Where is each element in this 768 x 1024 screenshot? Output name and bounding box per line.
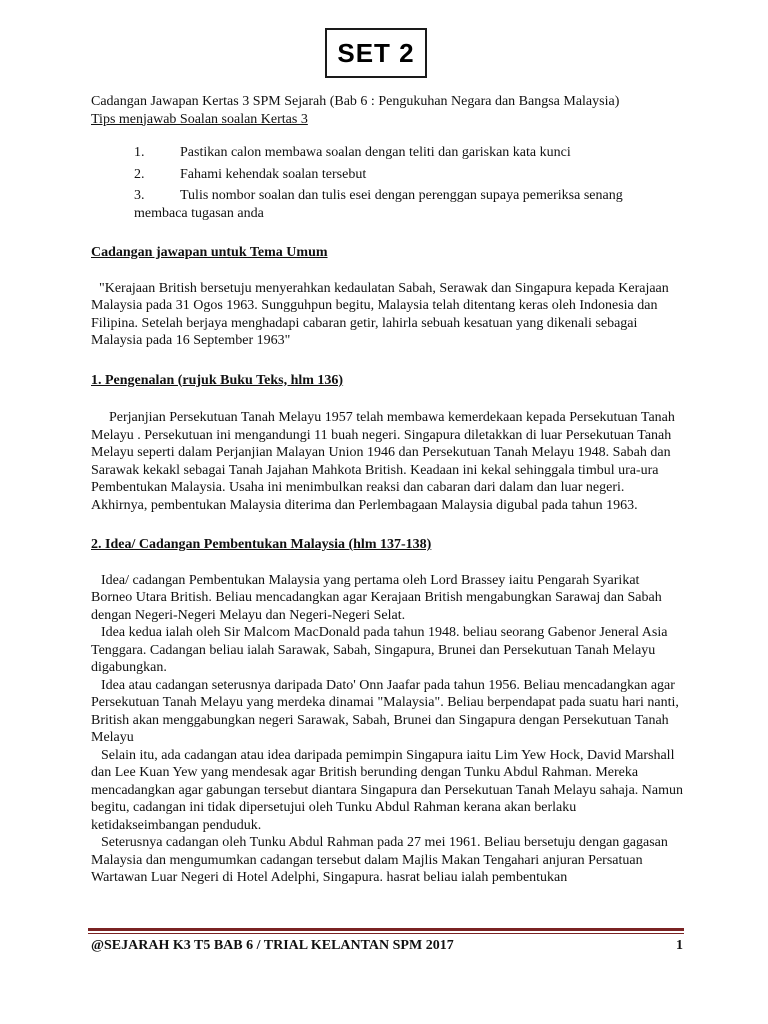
section2-paragraph: Selain itu, ada cadangan atau idea daripada pemimpin Singapura iaitu Lim Yew Hock, David Marshall dan Lee Kuan Yew yang mendesak agar British berunding dengan Tunku Abdul Rahman. Mereka mencadangkan agar gabungan tersebut diantara Singapura dan Persekutuan Tanah Melayu sahaja. Namun begitu, cadangan ini tidak dipersetujui oleh Tunku Abdul Rahman kerana akan berlaku ketidakseimbangan penduduk. [91, 747, 683, 833]
footer-divider [88, 928, 684, 931]
document-title: Cadangan Jawapan Kertas 3 SPM Sejarah (Bab 6 : Pengukuhan Negara dan Bangsa Malaysia) [91, 94, 620, 109]
list-item [91, 166, 683, 184]
set-label: SET 2 [337, 37, 415, 68]
page-number: 1 [676, 938, 683, 953]
theme-quote: "Kerajaan British bersetuju menyerahkan kedaulatan Sabah, Serawak dan Singapura kepada Kerajaan Malaysia pada 31 Ogos 1963. Sungguhpun begitu, Malaysia telah ditentang keras oleh Indonesia dan Filipina. Setelah berjaya menghadapi cabaran getir, lahirla sebuah kesatuan yang dikenali sebagai Malaysia pada 16 September 1963" [91, 280, 669, 348]
set-label-box [325, 28, 427, 78]
tip-number: 3. [134, 188, 145, 203]
section1-heading: 1. Pengenalan (rujuk Buku Teks, hlm 136) [91, 372, 344, 388]
footer-text: @SEJARAH K3 T5 BAB 6 / TRIAL KELANTAN SPM 2017 [91, 938, 454, 953]
section1-body: Perjanjian Persekutuan Tanah Melayu 1957 telah membawa kemerdekaan kepada Persekutuan Tanah Melayu . Persekutuan ini mengandungi 11 buah negeri. Singapura diletakkan di luar Persekutuan Tanah Melayu seperti dalam Perjanjian Malayan Union 1946 dan Persekutuan Tanah Melayu 1948. Sabah dan Sarawak kekakl sebagai Tanah Jajahan Mahkota British. Keadaan ini kekal sehinggala timbul ura-ura Pembentukan Malaysia. Usaha ini menimbulkan reaksi dan cabaran dari dalam dan luar negeri. Akhirnya, pembentukan Malaysia diterima dan Perlembagaan Malaysia digubal pada tahun 1963. [91, 410, 675, 513]
section2-paragraph: Seterusnya cadangan oleh Tunku Abdul Rahman pada 27 mei 1961. Beliau bersetuju dengan gagasan Malaysia dan mengumumkan cadangan tersebut dalam Majlis Makan Tengahari anjuran Persatuan Wartawan Luar Negeri di Hotel Adelphi, Singapura. hasrat beliau ialah pembentukan [91, 835, 668, 885]
tip-text: Pastikan calon membawa soalan dengan teliti dan gariskan kata kunci [180, 145, 571, 160]
tip-text: Fahami kehendak soalan tersebut [180, 166, 367, 182]
list-item [91, 187, 683, 222]
tips-list [91, 144, 683, 222]
section2-paragraph: Idea/ cadangan Pembentukan Malaysia yang pertama oleh Lord Brassey iaitu Pengarah Syarikat Borneo Utara British. Beliau mencadangkan agar Kerajaan British mengabungkan Sarawaj dan Sabah dengan Negeri-Negeri Melayu dan Negeri-Negeri Selat. [91, 572, 662, 623]
document-body [91, 93, 683, 887]
tip-text-continuation: membaca tugasan anda [134, 205, 264, 221]
footer-divider-thin [88, 933, 684, 934]
page-footer [91, 938, 683, 954]
tips-subtitle: Tips menjawab Soalan soalan Kertas 3 [91, 111, 308, 127]
section2-heading: 2. Idea/ Cadangan Pembentukan Malaysia (hlm 137-138) [91, 537, 432, 552]
section2-paragraph: Idea atau cadangan seterusnya daripada Dato' Onn Jaafar pada tahun 1956. Beliau mencadangkan agar Persekutuan Tanah Melayu yang merdeka dinamai "Malaysia". Beliau berpendapat pada suatu hari nanti, British akan menggabungkan negeri Sarawak, Sabah, Brunei dan Singapura dengan Persekutuan Tanah Melayu [91, 677, 679, 745]
theme-heading: Cadangan jawapan untuk Tema Umum [91, 245, 328, 260]
tip-text: Tulis nombor soalan dan tulis esei dengan perenggan supaya pemeriksa senang [180, 188, 623, 203]
section2-paragraph: Idea kedua ialah oleh Sir Malcom MacDonald pada tahun 1948. beliau seorang Gabenor Jeneral Asia Tenggara. Cadangan beliau ialah Sarawak, Sabah, Singapura, Brunei dan Persekutuan Tanah Melayu digabungkan. [91, 625, 668, 675]
tip-number: 1. [134, 145, 145, 160]
list-item [91, 144, 683, 162]
tip-number: 2. [134, 166, 145, 182]
